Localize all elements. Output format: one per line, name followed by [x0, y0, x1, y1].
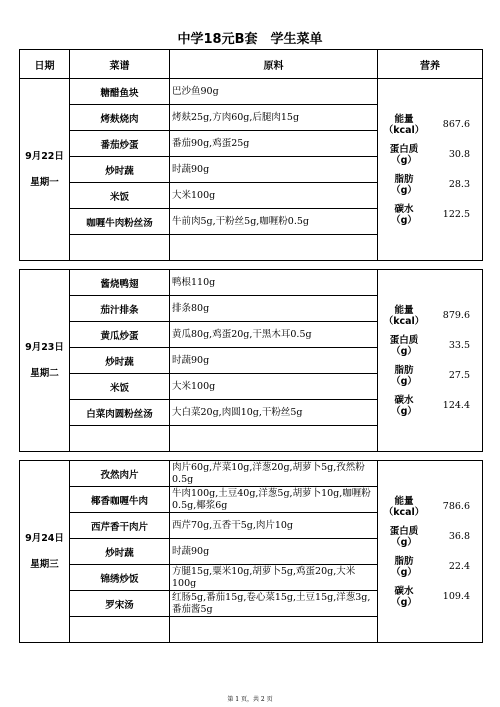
dish-name: 锦绣炒饭 [70, 565, 170, 591]
nutrition-row-protein [378, 140, 482, 170]
protein-label: 蛋白质 （g） [389, 143, 419, 166]
dish-name: 咖喱牛肉粉丝汤 [70, 209, 170, 235]
dish-ingredients: 大米100g [170, 374, 378, 400]
nutrition-value-energy: 879.6 [442, 310, 470, 321]
dish-name: 孜然肉片 [70, 461, 170, 487]
dish-ingredients [170, 426, 378, 452]
dish-ingredients: 红肠5g,番茄15g,卷心菜15g,土豆15g,洋葱3g,番茄酱5g [170, 591, 378, 617]
nutrition-row-fat [378, 361, 482, 391]
nutrition-cell [378, 461, 483, 643]
fat-label: 脂肪 （g） [391, 555, 417, 578]
date-cell [20, 461, 70, 643]
dish-ingredients: 排条80g [170, 296, 378, 322]
fat-label: 脂肪 （g） [391, 173, 417, 196]
dish-name: 西芹香干肉片 [70, 513, 170, 539]
page-title: 中学18元B套 学生菜单 [177, 32, 323, 47]
date-label: 9月22日 [25, 150, 64, 162]
table-row [20, 461, 483, 487]
day-separator [20, 261, 483, 270]
carb-label: 碳水 （g） [391, 394, 417, 417]
weekday-label: 星期三 [30, 558, 59, 570]
dish-name [70, 617, 170, 643]
nutrition-row-energy [378, 110, 482, 140]
date-cell [20, 79, 70, 261]
date-cell [20, 270, 70, 452]
nutrition-value-fat: 22.4 [448, 561, 470, 572]
energy-label: 能量 （kcal） [383, 113, 425, 136]
page-footer: 第 1 页，共 2 页 [227, 696, 273, 703]
dish-name: 番茄炒蛋 [70, 131, 170, 157]
nutrition-row-carb [378, 200, 482, 230]
nutrition-value-carb: 124.4 [442, 400, 470, 411]
nutrition-value-energy: 786.6 [442, 501, 470, 512]
dish-name: 酱烧鸭翅 [70, 270, 170, 296]
weekday-label: 星期二 [30, 367, 59, 379]
weekday-label: 星期一 [30, 176, 59, 188]
dish-ingredients: 烤麸25g,方肉60g,后腿肉15g [170, 105, 378, 131]
dish-ingredients: 鸭根110g [170, 270, 378, 296]
menu-table [19, 49, 483, 643]
protein-label: 蛋白质 （g） [389, 525, 419, 548]
dish-name: 茄汁排条 [70, 296, 170, 322]
nutrition-cell [378, 270, 483, 452]
dish-ingredients: 大白菜20g,肉圆10g,干粉丝5g [170, 400, 378, 426]
energy-label: 能量 （kcal） [383, 304, 425, 327]
dish-name: 罗宋汤 [70, 591, 170, 617]
dish-ingredients: 时蔬90g [170, 157, 378, 183]
nutrition-value-protein: 30.8 [448, 149, 470, 160]
dish-name: 炒时蔬 [70, 539, 170, 565]
dish-ingredients: 巴沙鱼90g [170, 79, 378, 105]
carb-label: 碳水 （g） [391, 203, 417, 226]
nutrition-row-energy [378, 301, 482, 331]
dish-ingredients: 大米100g [170, 183, 378, 209]
dish-name: 烤麸烧肉 [70, 105, 170, 131]
fat-label: 脂肪 （g） [391, 364, 417, 387]
dish-ingredients [170, 235, 378, 261]
dish-ingredients: 番茄90g,鸡蛋25g [170, 131, 378, 157]
table-row [20, 270, 483, 296]
nutrition-cell [378, 79, 483, 261]
date-label: 9月23日 [25, 341, 64, 353]
header-nutrition: 营养 [378, 50, 483, 79]
carb-label: 碳水 （g） [391, 585, 417, 608]
energy-label: 能量 （kcal） [383, 495, 425, 518]
dish-name: 米饭 [70, 374, 170, 400]
header-ingredients: 原料 [170, 50, 378, 79]
dish-ingredients: 肉片60g,芹菜10g,洋葱20g,胡萝卜5g,孜然粉0.5g [170, 461, 378, 487]
dish-ingredients: 时蔬90g [170, 348, 378, 374]
nutrition-row-energy [378, 492, 482, 522]
dish-ingredients [170, 617, 378, 643]
nutrition-value-fat: 28.3 [448, 179, 470, 190]
header-dish: 菜谱 [70, 50, 170, 79]
date-label: 9月24日 [25, 532, 64, 544]
nutrition-row-carb [378, 582, 482, 612]
protein-label: 蛋白质 （g） [389, 334, 419, 357]
dish-name: 白菜肉圆粉丝汤 [70, 400, 170, 426]
dish-ingredients: 黄瓜80g,鸡蛋20g,干黑木耳0.5g [170, 322, 378, 348]
nutrition-row-protein [378, 522, 482, 552]
nutrition-value-carb: 122.5 [442, 209, 470, 220]
dish-name: 糖醋鱼块 [70, 79, 170, 105]
dish-name: 米饭 [70, 183, 170, 209]
nutrition-row-fat [378, 552, 482, 582]
nutrition-row-protein [378, 331, 482, 361]
nutrition-value-protein: 36.8 [448, 531, 470, 542]
table-row [20, 79, 483, 105]
dish-name [70, 235, 170, 261]
dish-name [70, 426, 170, 452]
dish-name: 炒时蔬 [70, 157, 170, 183]
dish-ingredients: 牛前肉5g,干粉丝5g,咖喱粉0.5g [170, 209, 378, 235]
dish-ingredients: 方腿15g,粟米10g,胡萝卜5g,鸡蛋20g,大米100g [170, 565, 378, 591]
nutrition-row-fat [378, 170, 482, 200]
header-row [20, 50, 483, 79]
dish-name: 椰香咖喱牛肉 [70, 487, 170, 513]
day-separator [20, 452, 483, 461]
nutrition-value-energy: 867.6 [442, 119, 470, 130]
dish-name: 黄瓜炒蛋 [70, 322, 170, 348]
nutrition-value-carb: 109.4 [442, 591, 470, 602]
header-date: 日期 [20, 50, 70, 79]
nutrition-row-carb [378, 391, 482, 421]
nutrition-value-protein: 33.5 [448, 340, 470, 351]
dish-name: 炒时蔬 [70, 348, 170, 374]
dish-ingredients: 牛肉100g,土豆40g,洋葱5g,胡萝卜10g,咖喱粉0.5g,椰浆6g [170, 487, 378, 513]
dish-ingredients: 西芹70g,五香干5g,肉片10g [170, 513, 378, 539]
dish-ingredients: 时蔬90g [170, 539, 378, 565]
nutrition-value-fat: 27.5 [448, 370, 470, 381]
